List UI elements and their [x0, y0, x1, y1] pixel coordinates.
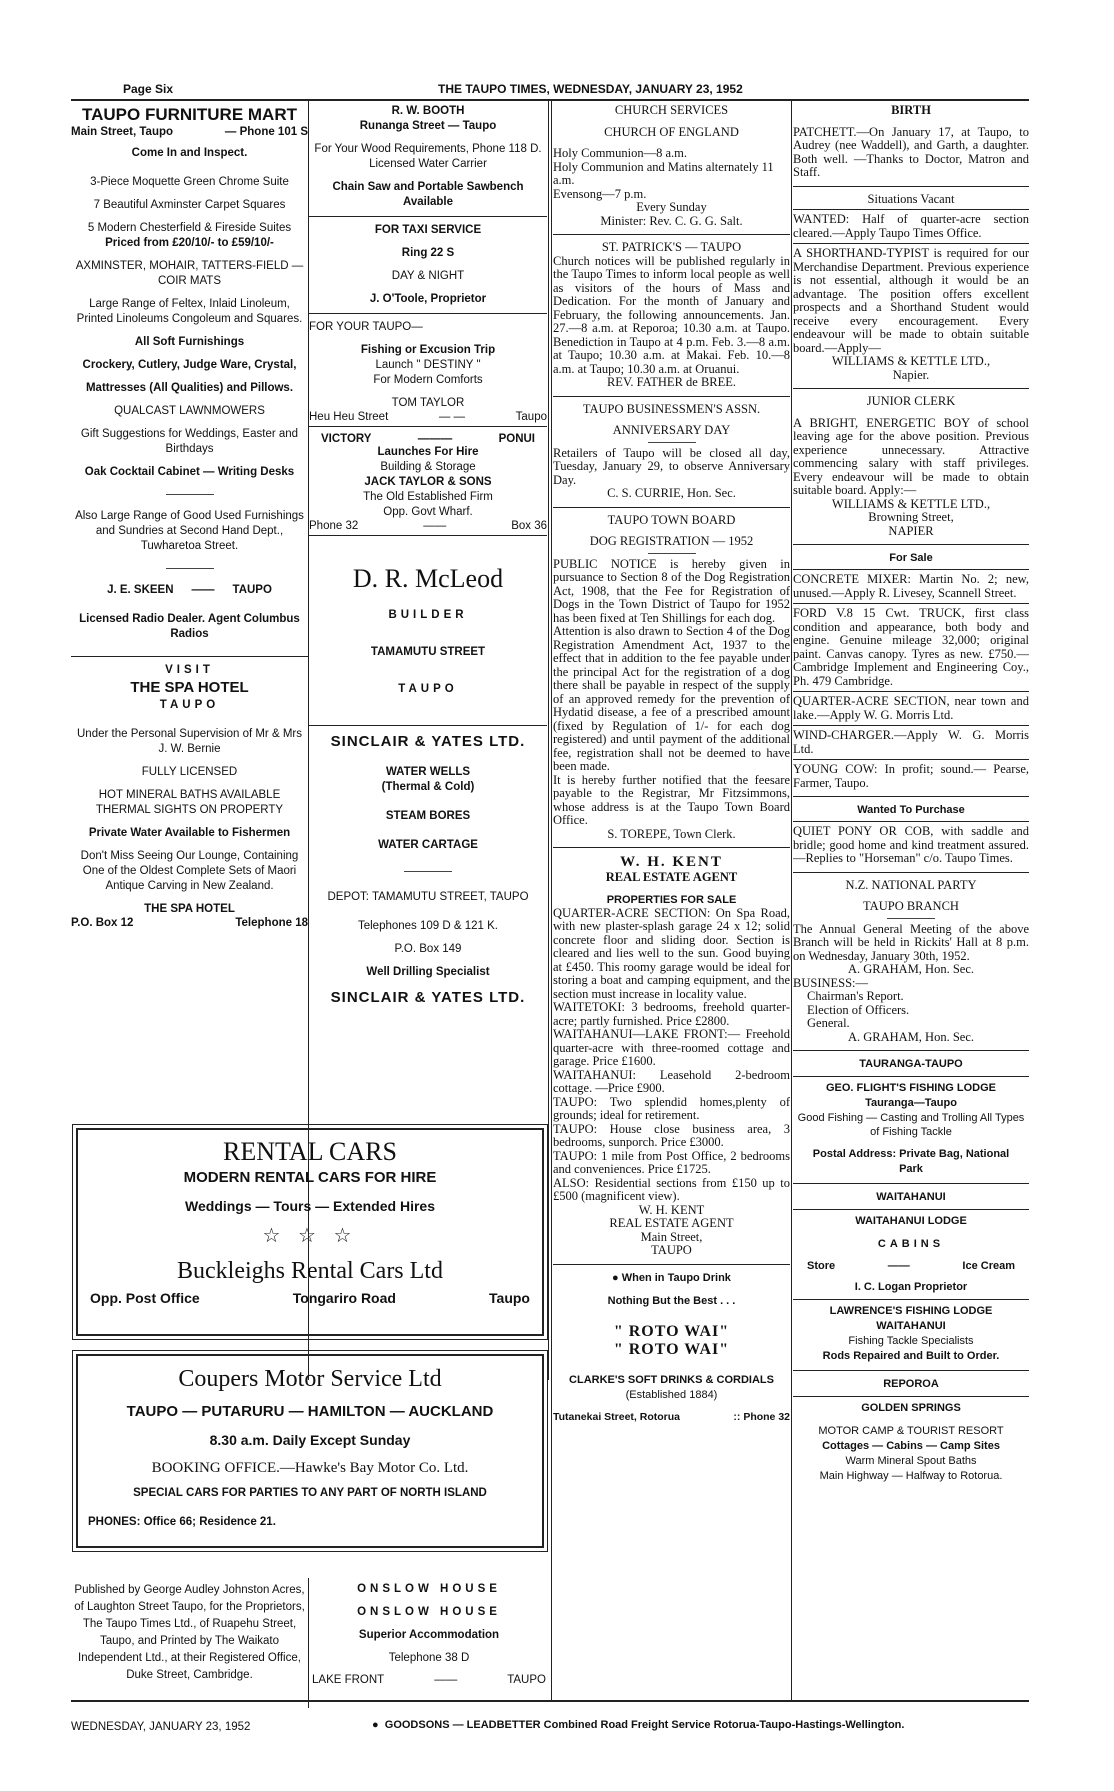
booth-saw: Chain Saw and Portable Sawbench Available: [332, 181, 524, 208]
rental-cars-ad: [76, 1128, 544, 1336]
drinks-est: (Established 1884): [625, 1388, 718, 1401]
mcleod-ad: [309, 542, 547, 719]
national-party: [793, 879, 1029, 1045]
national-agenda: Chairman's Report.: [807, 989, 904, 1003]
kent-name: W. H. KENT: [620, 854, 723, 870]
destiny-town: Taupo: [515, 411, 547, 423]
furniture-soft: All Soft Furnishings: [134, 336, 245, 348]
kent-sub: REAL ESTATE AGENT: [605, 870, 738, 884]
kent-sign: REAL ESTATE AGENT: [609, 1216, 734, 1230]
rental-title: RENTAL CARS: [223, 1137, 397, 1166]
coupers-special: SPECIAL CARS FOR PARTIES TO ANY PART OF NORTH ISLAND: [133, 1487, 487, 1499]
footer-text: GOODSONS — LEADBETTER Combined Road Freight Service Rotorua-Taupo-Hastings-Wellington.: [384, 1719, 905, 1731]
launches-wharf: Opp. Govt Wharf.: [383, 506, 473, 518]
sinclair-wells-sub: (Thermal & Cold): [381, 781, 475, 793]
sinclair-cartage: WATER CARTAGE: [378, 839, 478, 851]
drinks-street: Tutanekai Street, Rotorua: [553, 1410, 680, 1423]
sinclair-bores: STEAM BORES: [385, 810, 471, 822]
purchase-title: Wanted To Purchase: [857, 804, 965, 816]
furniture-crockery: Crockery, Cutlery, Judge Ware, Crystal,: [82, 359, 297, 371]
kent-props: PROPERTIES FOR SALE: [606, 893, 737, 906]
kent-listing: WAITAHANUI: Leasehold 2-bedroom cottage. —Price £900.: [553, 1067, 790, 1095]
national-body: The Annual General Meeting of the above Branch will be held in Rickits' Hall at 8 p.m. on Wednesday, January 30th, 1952.: [793, 921, 1029, 963]
board-body: Attention is also drawn to Section 4 of the Dog Registration Amendment Act, 1937 to the effect that in addition to the fee payable under the principal Act for the registration of a dog there shall be payable in respect of the supply of an approved remedy for the prevention of Hydatid disease, a fee of a prescribed amount (fixed by Regulation of 1/- for each dog registered) and until payment of the additional fee, registration shall not be deemed to have been made.: [553, 624, 790, 773]
footer-freight: [372, 1719, 904, 1731]
column-rule: [548, 100, 549, 1380]
waitahanui-store: Store: [807, 1260, 836, 1272]
church-line: Holy Communion and Matins alternately 11 a.m.: [553, 159, 774, 187]
sinclair-drilling: Well Drilling Specialist: [366, 966, 490, 978]
drinks-line2: Nothing But the Best . . .: [607, 1294, 736, 1307]
sale-item: WIND-CHARGER.—Apply W. G. Morris Ltd.: [793, 728, 1029, 756]
kent-listing: TAUPO: House close business area, 3 bedrooms, sunporch. Price £3000.: [553, 1121, 790, 1149]
furniture-used: Also Large Range of Good Used Furnishings and Sundries at Second Hand Dept., Tuwharetoa Street.: [75, 510, 304, 552]
sale-item: CONCRETE MIXER: Martin No. 2; new, unused.—Apply R. Livesey, Scannell Street.: [793, 572, 1029, 600]
furniture-mowers: QUALCAST LAWNMOWERS: [114, 405, 265, 417]
rental-company: Buckleighs Rental Cars Ltd: [177, 1258, 443, 1284]
roto-wai-ad: [553, 1271, 790, 1423]
rental-right: Taupo: [489, 1290, 530, 1306]
destiny-ad: FOR YOUR TAUPO— Fishing or Excusion Trip Launch " DESTINY " For Modern Comforts TOM TAYLOR Heu Heu Street — — Taupo: [309, 321, 547, 423]
skeen-radios: Radios: [170, 628, 209, 640]
launches-old: The Old Established Firm: [363, 491, 493, 503]
furniture-item: 7 Beautiful Axminster Carpet Squares: [93, 199, 286, 211]
rental-sub: MODERN RENTAL CARS FOR HIRE: [183, 1169, 437, 1186]
spa-town: TAUPO: [159, 699, 220, 711]
church-services: [553, 104, 790, 228]
destiny-owner: TOM TAYLOR: [391, 397, 465, 409]
coupers-ad: [76, 1354, 544, 1548]
junior-firm: WILLIAMS & KETTLE LTD.,: [831, 496, 991, 511]
launches-ad: VICTORY ——— PONUI Launches For Hire Building & Storage JACK TAYLOR & SONS The Old Established Firm Opp. Govt Wharf. Phone 32 —— Box 36: [309, 433, 547, 532]
reporoa-springs: GOLDEN SPRINGS: [861, 1402, 961, 1414]
board-sub: DOG REGISTRATION — 1952: [589, 534, 754, 548]
launch-victory: VICTORY: [321, 433, 372, 445]
drinks-phone: :: Phone 32: [733, 1410, 790, 1423]
furniture-invite: Come In and Inspect.: [131, 147, 248, 159]
church-line: Evensong—7 p.m.: [553, 186, 647, 201]
spa-water: Private Water Available to Fishermen: [88, 827, 291, 839]
booth-name: R. W. BOOTH: [391, 105, 465, 117]
launches-box: Box 36: [511, 520, 547, 532]
kent-listing: TAUPO: 1 mile from Post Office, 2 bedrooms and conveniences. Price £1725.: [553, 1148, 790, 1176]
vacant-firm: WILLIAMS & KETTLE LTD.,: [831, 354, 991, 368]
spa-lounge: Don't Miss Seeing Our Lounge, Containing One of the Oldest Complete Sets of Maori Antique Carving in New Zealand.: [80, 850, 299, 892]
junior-town: NAPIER: [888, 523, 934, 538]
sale-item: QUARTER-ACRE SECTION, near town and lake.—Apply W. G. Morris Ltd.: [793, 694, 1029, 722]
patrick-title: ST. PATRICK'S — TAUPO: [601, 240, 742, 254]
kent-real-estate: [553, 854, 790, 1258]
reporoa-highway: Main Highway — Halfway to Rotorua.: [819, 1470, 1003, 1482]
junior-clerk: [793, 395, 1029, 538]
furniture-item: 3-Piece Moquette Green Chrome Suite: [90, 176, 289, 188]
st-patricks: [553, 241, 790, 390]
sinclair-box: P.O. Box 149: [394, 943, 462, 955]
coupers-route: TAUPO — PUTARURU — HAMILTON — AUCKLAND: [126, 1403, 494, 1420]
furniture-lino: Large Range of Feltex, Inlaid Linoleum, Printed Linoleums Congoleum and Squares.: [76, 298, 303, 325]
birth-title: BIRTH: [891, 104, 931, 117]
spa-name: THE SPA HOTEL: [130, 679, 249, 696]
footer-rule: [71, 1700, 1029, 1702]
waitahanui-owner: I. C. Logan Proprietor: [854, 1281, 968, 1293]
waitahanui-ad: WAITAHANUI WAITAHANUI LODGE CABINS Store —— Ice Cream I. C. Logan Proprietor LAWRENCE'S FISHING LODGE WAITAHANUI Fishing Tackle Specialists Rods Repaired and Built to Order.: [793, 1190, 1029, 1364]
onslow-tel: Telephone 38 D: [388, 1652, 470, 1664]
lawrence-tackle: Fishing Tackle Specialists: [848, 1335, 974, 1347]
tauranga-title: TAURANGA-TAUPO: [859, 1058, 963, 1070]
church-minister: Minister: Rev. C. G. G. Salt.: [600, 213, 743, 228]
tauranga-taupo-ad: [793, 1057, 1029, 1177]
town-board-notice: [553, 514, 790, 842]
mcleod-name: D. R. McLeod: [352, 564, 504, 593]
reporoa-camp: MOTOR CAMP & TOURIST RESORT: [818, 1425, 1004, 1437]
column-3: [553, 104, 790, 1704]
column-rule: [791, 100, 792, 1700]
board-sign: S. TOREPE, Town Clerk.: [607, 826, 736, 841]
booth-street: Runanga Street — Taupo: [359, 120, 497, 132]
onslow-acc: Superior Accommodation: [358, 1629, 500, 1641]
bullet-icon: ●: [372, 1719, 385, 1731]
furniture-gifts: Gift Suggestions for Weddings, Easter and Birthdays: [80, 428, 299, 455]
spa-phone: Telephone 18: [235, 917, 308, 929]
column-rule: [551, 100, 552, 1700]
furniture-mats: AXMINSTER, MOHAIR, TATTERS-FIELD — COIR MATS: [75, 260, 304, 287]
page-number: Page Six: [123, 82, 174, 96]
vacant-title: Situations Vacant: [867, 191, 955, 206]
birth-body: PATCHETT.—On January 17, at Taupo, to Audrey (nee Waddell), and Garth, a daughter. Both well. —Thanks to Doctor, Matron and Staff.: [793, 124, 1029, 179]
furniture-cabinet: Oak Cocktail Cabinet — Writing Desks: [84, 466, 295, 478]
coupers-office: BOOKING OFFICE.—Hawke's Bay Motor Co. Ltd.: [151, 1460, 469, 1476]
onslow-name1: ONSLOW HOUSE: [357, 1583, 501, 1595]
reporoa-cottages: Cottages — Cabins — Camp Sites: [822, 1440, 1000, 1452]
kent-listing: QUARTER-ACRE SECTION: On Spa Road, with new plaster-splash garage 24 x 12; solid concrete floor and sliding door. Section is cleared and lies well to the sun. Good buying at £450. This roomy garage would be ideal for storing a boat and camping equipment, and the section must increase in locality value.: [553, 905, 790, 1001]
waitahanui-ice: Ice Cream: [962, 1260, 1015, 1272]
onslow-ad: ONSLOW HOUSE ONSLOW HOUSE Superior Accommodation Telephone 38 D LAKE FRONT —— TAUPO: [312, 1583, 546, 1686]
masthead-title: THE TAUPO TIMES, WEDNESDAY, JANUARY 23, 1952: [438, 82, 743, 96]
rental-uses: Weddings — Tours — Extended Hires: [185, 1198, 435, 1214]
furniture-item: 5 Modern Chesterfield & Fireside Suites: [87, 222, 292, 234]
national-title: N.Z. NATIONAL PARTY: [845, 877, 977, 892]
sinclair-depot: DEPOT: TAMAMUTU STREET, TAUPO: [327, 891, 529, 903]
board-body: PUBLIC NOTICE is hereby given in pursuance to Section 8 of the Dog Registration Act, 1908, that the Fee for Registration of Dogs in the Town District of Taupo for 1952 has been fixed at Ten Shillings for each dog.: [553, 556, 790, 625]
destiny-comforts: For Modern Comforts: [373, 374, 483, 386]
bullet-icon: ●: [612, 1271, 622, 1284]
purchase-body: QUIET PONY OR COB, with saddle and bridle; good home and kind treatment assured.—Replies to "Horseman" c/o. Taupo Times.: [793, 824, 1029, 865]
imprint-date: WEDNESDAY, JANUARY 23, 1952: [71, 1721, 251, 1733]
spa-baths: HOT MINERAL BATHS AVAILABLE: [98, 789, 281, 801]
sinclair-phones: Telephones 109 D & 121 K.: [357, 920, 499, 932]
birth-notice: [793, 104, 1029, 180]
destiny-intro: FOR YOUR TAUPO—: [309, 321, 423, 333]
drinks-brand1: " ROTO WAI": [613, 1322, 730, 1340]
church-title: CHURCH SERVICES: [614, 104, 729, 117]
national-branch: TAUPO BRANCH: [863, 899, 959, 913]
rental-mid: Tongariro Road: [292, 1290, 396, 1306]
taxi-title: FOR TAXI SERVICE: [374, 224, 482, 236]
church-line: Holy Communion—8 a.m.: [553, 146, 688, 160]
mcleod-trade: BUILDER: [388, 609, 468, 621]
destiny-trip: Fishing or Excusion Trip: [360, 344, 496, 356]
kent-listing: WAITAHANUI—LAKE FRONT:— Freehold quarter-acre with three-roomed cottage and garage. Price £1600.: [553, 1027, 790, 1068]
furniture-mart-ad: [71, 104, 308, 569]
sale-item: FORD V.8 15 Cwt. TRUCK, first class condition and appearance, both body and engine. Genuine mileage 32,000; original paint. Canvas canopy. Tyres as new. £750.—Cambridge Implement and Engineering Coy., Ph. 479 Cambridge.: [793, 606, 1029, 688]
column-4: [793, 104, 1029, 1704]
tauranga-fishing: Good Fishing — Casting and Trolling All Types of Fishing Tackle: [797, 1112, 1025, 1138]
destiny-street: Heu Heu Street: [309, 411, 389, 423]
businessmen-notice: [553, 403, 790, 501]
sinclair-name: SINCLAIR & YATES LTD.: [330, 733, 526, 750]
reporoa-baths: Warm Mineral Spout Baths: [845, 1455, 977, 1467]
coupers-phones: PHONES: Office 66; Residence 21.: [88, 1516, 276, 1528]
situations-vacant: [793, 193, 1029, 383]
skeen-name: J. E. SKEEN: [107, 584, 174, 596]
national-agenda: General.: [807, 1016, 850, 1030]
vacant-typist: A SHORTHAND-TYPIST is required for our Merchandise Department. Previous experience is not essential, although it would be an advantage. The position offers excellent prospects and a Shorthand Student would receive every encouragement. Every endeavour will be made to obtain suitable board.—Apply—: [793, 246, 1029, 355]
spa-licensed: FULLY LICENSED: [141, 766, 238, 778]
coupers-title: Coupers Motor Service Ltd: [178, 1366, 442, 1392]
taxi-owner: J. O'Toole, Proprietor: [369, 293, 487, 305]
furniture-phone: — Phone 101 S: [224, 126, 308, 138]
church-sunday: Every Sunday: [636, 200, 707, 214]
tauranga-park: Park: [899, 1163, 923, 1175]
taxi-ad: [309, 223, 547, 307]
skeen-dealer: Licensed Radio Dealer. Agent Columbus: [79, 613, 300, 625]
junior-body: A BRIGHT, ENERGETIC BOY of school leaving age for the above position. Previous experience unnecessary. Attractive commencing salary with staff privileges. Every endeavour will be made to obtain suitable board. Apply:—: [793, 415, 1029, 497]
destiny-launch: Launch " DESTINY ": [375, 359, 481, 371]
furniture-mattresses: Mattresses (All Qualities) and Pillows.: [85, 382, 294, 394]
kent-sign: TAUPO: [651, 1243, 692, 1257]
drinks-line1: When in Taupo Drink: [621, 1271, 731, 1284]
column-rule: [308, 1578, 309, 1708]
lawrence-rods: Rods Repaired and Built to Order.: [822, 1350, 1000, 1362]
tauranga-route: Tauranga—Taupo: [865, 1097, 957, 1109]
onslow-name2: ONSLOW HOUSE: [357, 1606, 501, 1618]
tauranga-postal: Postal Address: Private Bag, National: [812, 1148, 1010, 1160]
spa-visit: VISIT: [165, 664, 214, 676]
launches-hire: Launches For Hire: [377, 446, 479, 458]
lawrence-place: WAITAHANUI: [876, 1320, 946, 1332]
skeen-town: TAUPO: [232, 584, 272, 596]
church-cofe: CHURCH OF ENGLAND: [604, 124, 739, 139]
national-sign: A. GRAHAM, Hon. Sec.: [847, 962, 975, 976]
kent-sign: Main Street,: [640, 1229, 703, 1244]
patrick-body: Church notices will be published regularly in the Taupo Times to inform local people as well as visitors of the hours of Mass and Dedication. For the month of January and February, the following announcements. Jan. 27.—8 a.m. at Reporoa; 10.30 a.m. at Taupo. Benediction in Taupo at 4 p.m. Feb. 3.—8 a.m. at Taupo; 10.30 a.m. at Makai. Feb. 10.—8 a.m. at Taupo; 10.30 a.m. at Oruanui.: [553, 253, 790, 376]
business-sub: ANNIVERSARY DAY: [612, 423, 731, 437]
kent-sign: W. H. KENT: [638, 1202, 705, 1217]
launches-phone: Phone 32: [309, 520, 359, 532]
business-body: Retailers of Taupo will be closed all day, Tuesday, January 29, to observe Anniversary Day.: [553, 445, 790, 487]
launches-building: Building & Storage: [380, 461, 476, 473]
skeen-dash: ——: [191, 584, 215, 596]
drinks-brand2: " ROTO WAI": [613, 1340, 730, 1358]
mcleod-town: TAUPO: [398, 683, 458, 695]
taxi-hours: DAY & NIGHT: [391, 270, 465, 282]
launch-ponui: PONUI: [498, 433, 535, 445]
vacant-wanted: WANTED: Half of quarter-acre section cleared.—Apply Taupo Times Office.: [793, 212, 1029, 240]
national-business: BUSINESS:—: [793, 975, 869, 990]
national-sign2: A. GRAHAM, Hon. Sec.: [847, 1029, 975, 1044]
furniture-title: TAUPO FURNITURE MART: [82, 105, 297, 124]
lawrence-name: LAWRENCE'S FISHING LODGE: [829, 1305, 993, 1317]
launches-firm: JACK TAYLOR & SONS: [364, 476, 492, 488]
sale-item: YOUNG COW: In profit; sound.— Pearse, Farmer, Taupo.: [793, 762, 1029, 790]
furniture-price: Priced from £20/10/- to £59/10/-: [105, 237, 274, 249]
sinclair-wells: WATER WELLS: [385, 766, 471, 778]
reporoa-ad: [793, 1377, 1029, 1484]
national-agenda: Election of Officers.: [807, 1002, 910, 1017]
coupers-time: 8.30 a.m. Daily Except Sunday: [209, 1432, 411, 1448]
waitahanui-lodge: WAITAHANUI LODGE: [855, 1215, 967, 1227]
spa-box: P.O. Box 12: [71, 917, 134, 929]
booth-wood: For Your Wood Requirements, Phone 118 D. Licensed Water Carrier: [314, 143, 542, 170]
kent-listing: TAUPO: Two splendid homes,plenty of grounds; ideal for retirement.: [553, 1094, 790, 1122]
tauranga-lodge: GEO. FLIGHT'S FISHING LODGE: [825, 1082, 997, 1094]
reporoa-title: REPOROA: [883, 1378, 939, 1390]
booth-ad: [309, 104, 547, 210]
drinks-maker: CLARKE'S SOFT DRINKS & CORDIALS: [569, 1373, 774, 1386]
onslow-left: LAKE FRONT: [312, 1674, 385, 1686]
kent-listing: WAITETOKI: 3 bedrooms, freehold quarter-acre; partly furnished. Price £2800.: [553, 1000, 790, 1028]
rental-left: Opp. Post Office: [90, 1290, 200, 1306]
vacant-town: Napier.: [892, 367, 930, 382]
imprint-text: Published by George Audley Johnston Acres, of Laughton Street Taupo, for the Proprietors, The Taupo Times Ltd., of Ruapehu Street, Taupo, and Printed by The Waikato Independent Ltd., at their Registered Office, Duke Street, Cambridge.: [74, 1584, 305, 1681]
mcleod-street: TAMAMUTU STREET: [370, 646, 486, 658]
patrick-sign: REV. FATHER de BREE.: [606, 375, 737, 389]
business-title: TAUPO BUSINESSMEN'S ASSN.: [582, 401, 761, 416]
onslow-right: TAUPO: [507, 1674, 546, 1686]
spa-thermal: THERMAL SIGHTS ON PROPERTY: [95, 804, 284, 816]
spa-hotel-ad: [71, 663, 308, 929]
board-body: It is hereby further notified that the feesare payable to the Registrar, Mr Fitzsimmons, whose address is at the Taupo Town Board Office.: [553, 772, 790, 827]
sinclair-name2: SINCLAIR & YATES LTD.: [330, 989, 526, 1006]
rental-stars: ☆ ☆ ☆: [262, 1225, 358, 1247]
taxi-ring: Ring 22 S: [401, 247, 455, 259]
junior-street: Browning Street,: [868, 510, 954, 524]
sale-title: For Sale: [889, 552, 933, 564]
imprint: [71, 1582, 308, 1684]
waitahanui-title: WAITAHANUI: [876, 1191, 946, 1203]
business-sign: C. S. CURRIE, Hon. Sec.: [607, 486, 736, 500]
skeen-ad: [71, 583, 308, 642]
wanted-to-purchase: [793, 803, 1029, 866]
board-title: TAUPO TOWN BOARD: [607, 512, 736, 527]
junior-title: JUNIOR CLERK: [866, 394, 956, 408]
spa-name2: THE SPA HOTEL: [144, 903, 235, 915]
for-sale: [793, 551, 1029, 790]
furniture-address: Main Street, Taupo: [71, 126, 174, 138]
sinclair-yates-ad: [309, 732, 547, 1007]
spa-supervision: Under the Personal Supervision of Mr & Mrs J. W. Bernie: [77, 728, 302, 755]
kent-listing: ALSO: Residential sections from £150 up to £500 (magnificent view).: [553, 1175, 790, 1203]
waitahanui-cabins: CABINS: [877, 1238, 945, 1250]
masthead-rule: [71, 99, 1029, 101]
